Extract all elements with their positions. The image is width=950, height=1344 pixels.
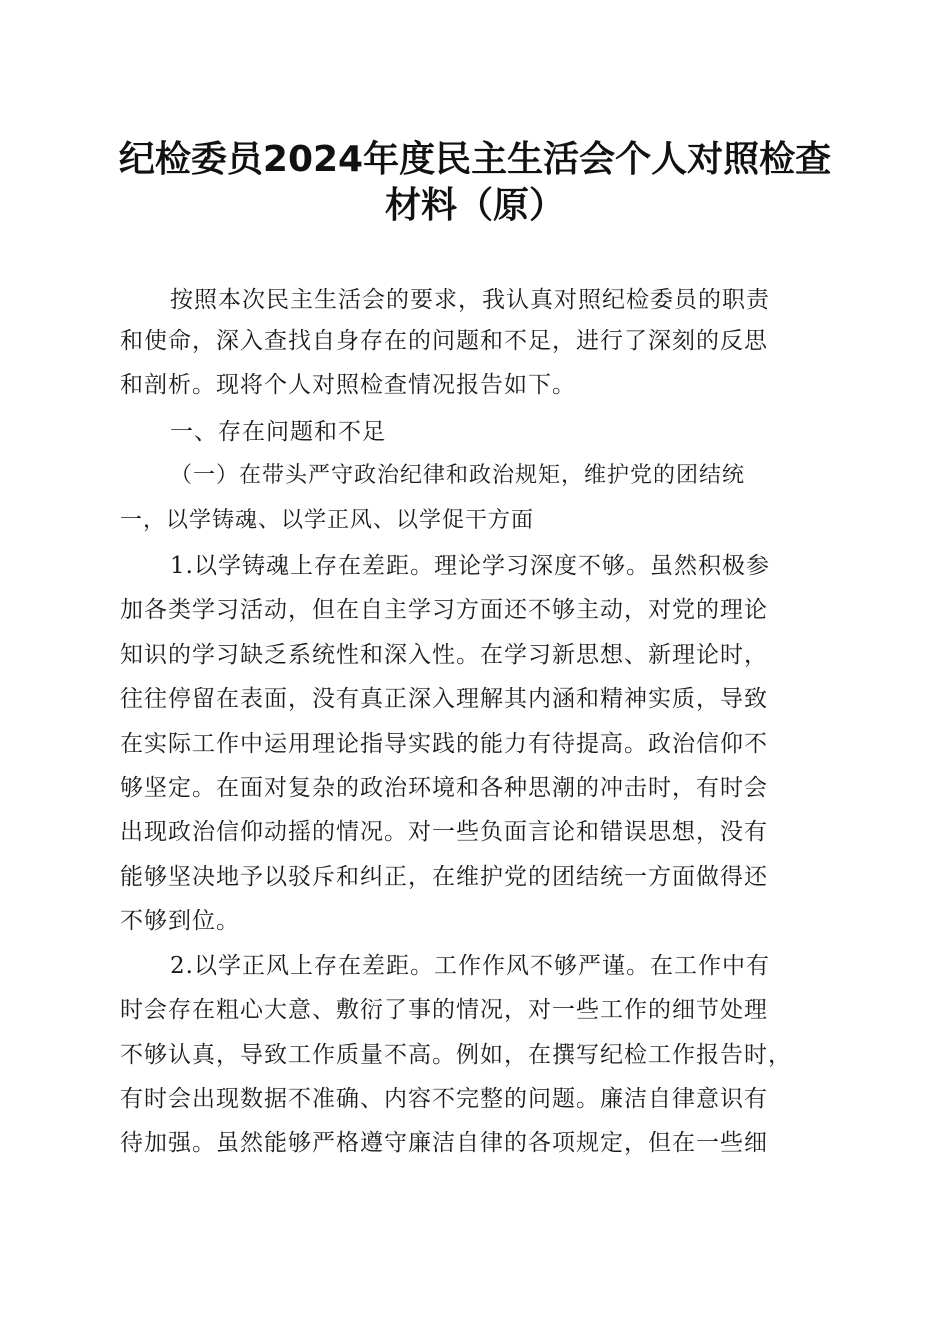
intro-line: 和剖析。现将个人对照检查情况报告如下。 — [120, 372, 576, 398]
item2-line: 不够认真，导致工作质量不高。例如，在撰写纪检工作报告时， — [120, 1042, 792, 1068]
section-heading: 一、存在问题和不足 — [170, 419, 386, 445]
item1-line: 1.以学铸魂上存在差距。理论学习深度不够。虽然积极参 — [170, 553, 770, 579]
document-title-line2: 材料（原） — [384, 185, 565, 226]
item1-line: 加各类学习活动，但在自主学习方面还不够主动，对党的理论 — [120, 597, 768, 623]
item2-line: 有时会出现数据不准确、内容不完整的问题。廉洁自律意识有 — [120, 1086, 768, 1112]
subsection-heading-line: 一，以学铸魂、以学正风、以学促干方面 — [120, 508, 535, 533]
intro-line: 按照本次民主生活会的要求，我认真对照纪检委员的职责 — [170, 287, 770, 313]
item1-line: 不够到位。 — [120, 908, 240, 934]
item1-line: 出现政治信仰动摇的情况。对一些负面言论和错误思想，没有 — [120, 819, 768, 845]
item1-line: 在实际工作中运用理论指导实践的能力有待提高。政治信仰不 — [120, 731, 768, 757]
item2-line: 时会存在粗心大意、敷衍了事的情况，对一些工作的细节处理 — [120, 997, 768, 1023]
item1-line: 能够坚决地予以驳斥和纠正，在维护党的团结统一方面做得还 — [120, 864, 768, 890]
item1-line: 知识的学习缺乏系统性和深入性。在学习新思想、新理论时， — [120, 642, 768, 668]
intro-line: 和使命，深入查找自身存在的问题和不足，进行了深刻的反思 — [120, 328, 768, 354]
document-title-line1: 纪检委员2024年度民主生活会个人对照检查 — [118, 139, 832, 180]
item2-line: 2.以学正风上存在差距。工作作风不够严谨。在工作中有 — [170, 953, 770, 979]
subsection-heading-line: （一）在带头严守政治纪律和政治规矩，维护党的团结统 — [170, 463, 746, 488]
item2-line: 待加强。虽然能够严格遵守廉洁自律的各项规定，但在一些细 — [120, 1130, 768, 1156]
item1-line: 够坚定。在面对复杂的政治环境和各种思潮的冲击时，有时会 — [120, 775, 768, 801]
item1-line: 往往停留在表面，没有真正深入理解其内涵和精神实质，导致 — [120, 686, 768, 712]
